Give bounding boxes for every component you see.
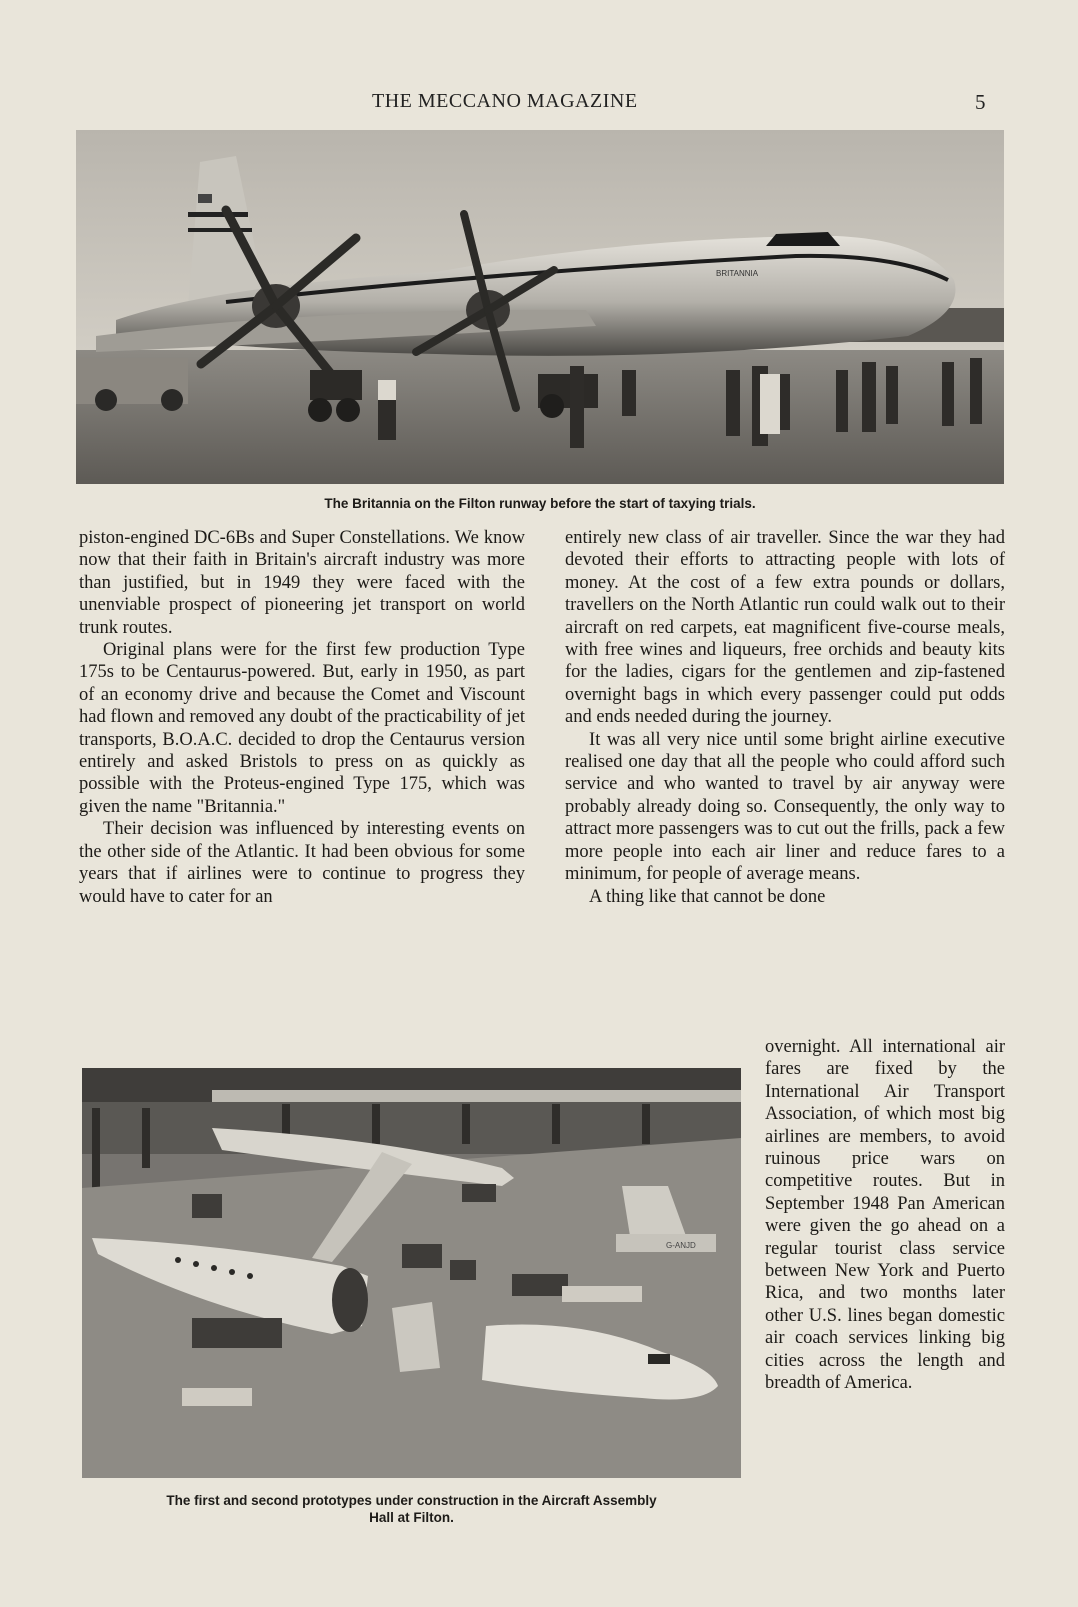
top-photo-caption: The Britannia on the Filton runway before the start of taxying trials. bbox=[324, 496, 756, 511]
paragraph: Original plans were for the first few production Type 175s to be Centaurus-powered. But, early in 1950, as part of an economy drive and because the Comet and Viscount had flown and removed any doubt of the practicability of jet transports, B.O.A.C. decided to drop the Centaurus version entirely and asked Bristols to press on as quickly as possible with the Proteus-engined Type 175, which was given the name "Britannia." bbox=[79, 640, 525, 817]
paragraph: A thing like that cannot be done bbox=[589, 886, 826, 907]
bottom-photo-caption bbox=[78, 1492, 745, 1526]
caption-line: Hall at Filton. bbox=[369, 1510, 454, 1525]
article-left-column bbox=[79, 527, 525, 908]
paragraph: It was all very nice until some bright airline executive realised one day that all the people who could afford such service and who wanted to travel by air anyway were probably already doing so. Consequently, the only way to attract more passengers was to cut out the frills, pack a few more people into each air liner and reduce fares to a minimum, for people of average means. bbox=[565, 729, 1005, 885]
caption-line: The first and second prototypes under construction in the Aircraft Assembly bbox=[166, 1493, 657, 1508]
britannia-runway-photo bbox=[76, 130, 1004, 484]
paragraph: overnight. All international air fares are fixed by the International Air Transport Association, of which most big airlines are members, to avoid ruinous price wars on competitive routes. But in September 1948 Pan American were given the go ahead on a regular tourist class service between New York and Puerto Rica, and two months later other U.S. lines began domestic air coach services linking big cities across the length and breadth of America. bbox=[765, 1037, 1005, 1394]
paragraph: Their decision was influenced by interesting events on the other side of the Atlantic. It had been obvious for some years that if airlines were to continue to progress they would have to cater for an bbox=[79, 819, 525, 907]
fuselage-lettering: BRITANNIA bbox=[716, 269, 759, 278]
paragraph: entirely new class of air traveller. Since the war they had devoted their efforts to attracting people with lots of money. At the cost of a few extra pounds or dollars, travellers on the North Atlantic run could walk out to their aircraft on red carpets, eat magnificent five-course meals, with free wines and liqueurs, free orchids and beauty kits for the ladies, cigars for the gentlemen and zip-fastened overnight bags in which every passenger could put odds and ends needed during the journey. bbox=[565, 528, 1005, 728]
paragraph: piston-engined DC-6Bs and Super Constellations. We know now that their faith in Britain's aircraft industry was more than justified, but in 1949 they were faced with the unenviable prospect of pioneering jet transport on world trunk routes. bbox=[79, 528, 525, 638]
article-right-column bbox=[565, 527, 1005, 908]
assembly-hall-photo bbox=[82, 1068, 741, 1478]
article-right-narrow-column bbox=[765, 1036, 1005, 1395]
page-number: 5 bbox=[975, 90, 986, 114]
tail-lettering: G-ANJD bbox=[666, 1241, 696, 1250]
running-head: THE MECCANO MAGAZINE bbox=[372, 90, 638, 112]
